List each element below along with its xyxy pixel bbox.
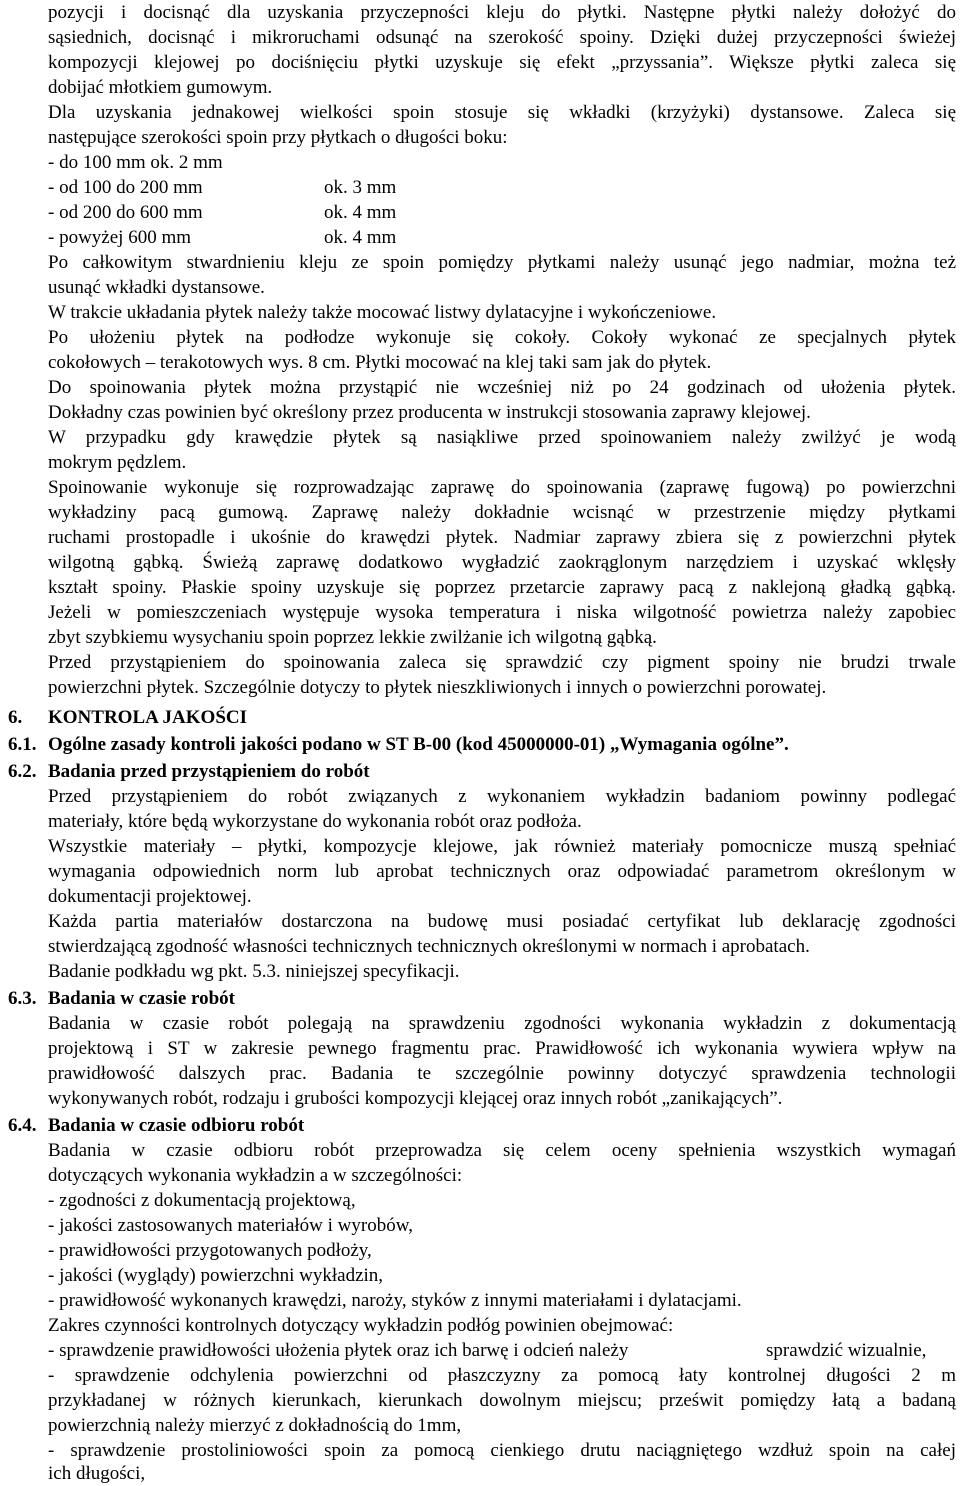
text-line: dotyczących wykonania wykładzin a w szczególności: [48, 1165, 463, 1186]
list-item: - jakości zastosowanych materiałów i wyrobów, [48, 1215, 413, 1236]
text-line: kształt spoiny. Płaskie spoiny uzyskuje się poprzez przetarcie zaprawy pacą z naklejoną gładką gąbką. [48, 577, 956, 598]
section-number: 6.2. [8, 761, 37, 782]
list-item: - sprawdzenie prawidłowości ułożenia płytek oraz ich barwę i odcień należy [48, 1340, 629, 1361]
text-line: prawidłowość dalszych prac. Badania te szczególnie powinny dotyczyć sprawdzenia technologii [48, 1063, 956, 1084]
spacing-item: - powyżej 600 mm [48, 227, 192, 248]
text-line: projektową i ST w zakresie pewnego fragmentu prac. Prawidłowość ich wykonania wywiera wpływ na [48, 1038, 956, 1059]
section-heading: Badania w czasie robót [48, 988, 236, 1009]
list-item: - prawidłowość wykonanych krawędzi, naroży, styków z innymi materiałami i dylatacjami. [48, 1290, 742, 1311]
text-line: Jeżeli w pomieszczeniach występuje wysoka temperatura i niska wilgotność powietrza należy zapobiec [48, 602, 956, 623]
text-line: zbyt szybkiemu wysychaniu spoin poprzez lekkie zwilżanie ich wilgotną gąbką. [48, 627, 657, 648]
text-line: ich długości, [48, 1463, 146, 1484]
text-line: usunąć wkładki dystansowe. [48, 277, 265, 298]
text-line: Przed przystąpieniem do robót związanych z wykonaniem wykładzin badaniom powinny podlegać [48, 786, 956, 807]
list-item: - prawidłowości przygotowanych podłoży, [48, 1240, 372, 1261]
text-line: powierzchnią należy mierzyć z dokładnością do 1mm, [48, 1415, 462, 1436]
text-line: Przed przystąpieniem do spoinowania zaleca się sprawdzić czy pigment spoiny nie brudzi trwale [48, 652, 956, 673]
section-heading: Ogólne zasady kontroli jakości podano w ST B-00 (kod 45000000-01) „Wymagania ogólne”. [48, 734, 789, 755]
text-line: ruchami prostopadle i ukośnie do krawędzi płytek. Nadmiar zaprawy zbiera się z powierzchni płytek [48, 527, 956, 548]
text-line: Dokładny czas powinien być określony przez producenta w instrukcji stosowania zaprawy klejowej. [48, 402, 811, 423]
text-line: Po całkowitym stwardnieniu kleju ze spoin pomiędzy płytkami należy usunąć jego nadmiar, można też [48, 252, 956, 273]
spacing-item: - od 200 do 600 mm [48, 202, 203, 223]
text-line: Zakres czynności kontrolnych dotyczący wykładzin podłóg powinien obejmować: [48, 1315, 674, 1336]
list-item: - sprawdzenie odchylenia powierzchni od płaszczyzny za pomocą łaty kontrolnej długości 2 m [48, 1365, 956, 1386]
text-line: Spoinowanie wykonuje się rozprowadzając zaprawę do spoinowania (zaprawę fugową) po powierzchni [48, 477, 956, 498]
text-line: Dla uzyskania jednakowej wielkości spoin stosuje się wkładki (krzyżyki) dystansowe. Zaleca się [48, 102, 956, 123]
section-number: 6.1. [8, 734, 37, 755]
list-item: - sprawdzenie prostoliniowości spoin za pomocą cienkiego drutu naciągniętego wzdłuż spoin na całej [48, 1440, 956, 1461]
text-line: pozycji i docisnąć dla uzyskania przyczepności kleju do płytki. Następne płytki należy dołożyć do [48, 2, 956, 23]
text-line: Każda partia materiałów dostarczona na budowę musi posiadać certyfikat lub deklarację zgodności [48, 911, 956, 932]
text-line: dobijać młotkiem gumowym. [48, 77, 273, 98]
spacing-value: ok. 4 mm [324, 227, 397, 248]
text-line: W trakcie układania płytek należy także mocować listwy dylatacyjne i wykończeniowe. [48, 302, 717, 323]
text-line: wykładziny pacą gumową. Zaprawę należy dokładnie wcisnąć w przestrzenie między płytkami [48, 502, 956, 523]
section-number: 6.4. [8, 1115, 37, 1136]
text-line: materiały, które będą wykorzystane do wykonania robót oraz podłoża. [48, 811, 582, 832]
text-line: powierzchni płytek. Szczególnie dotyczy to płytek nieszkliwionych i innych o powierzchni porowatej. [48, 677, 827, 698]
spacing-item: - do 100 mm ok. 2 mm [48, 152, 223, 173]
section-number: 6. [8, 707, 23, 728]
spacing-value: ok. 3 mm [324, 177, 397, 198]
text-line: cokołowych – terakotowych wys. 8 cm. Płytki mocować na klej taki sam jak do płytek. [48, 352, 712, 373]
text-line: W przypadku gdy krawędzie płytek są nasiąkliwe przed spoinowaniem należy zwilżyć je wodą [48, 427, 956, 448]
list-item: - jakości (wyglądy) powierzchni wykładzin, [48, 1265, 384, 1286]
text-line: stwierdzającą zgodność własności technicznych technicznych określonymi w normach i aprobatach. [48, 936, 810, 957]
section-heading: Badania przed przystąpieniem do robót [48, 761, 370, 782]
spacing-item: - od 100 do 200 mm [48, 177, 203, 198]
list-item-tail: sprawdzić wizualnie, [766, 1340, 927, 1361]
section-heading: Badania w czasie odbioru robót [48, 1115, 305, 1136]
text-line: Po ułożeniu płytek na podłodze wykonuje się cokoły. Cokoły wykonać ze specjalnych płytek [48, 327, 956, 348]
text-line: mokrym pędzlem. [48, 452, 187, 473]
text-line: wilgotną gąbką. Świeżą zaprawę dodatkowo wygładzić zaokrąglonym narzędziem i uzyskać wklęsły [48, 552, 956, 573]
text-line: następujące szerokości spoin przy płytkach o długości boku: [48, 127, 508, 148]
text-line: Wszystkie materiały – płytki, kompozycje klejowe, jak również materiały pomocnicze muszą spełniać [48, 836, 956, 857]
text-line: dokumentacji projektowej. [48, 886, 252, 907]
text-line: wymagania odpowiednich norm lub aprobat technicznych oraz odpowiadać parametrom określonym w [48, 861, 956, 882]
text-line: Badania w czasie odbioru robót przeprowadza się celem oceny spełnienia wszystkich wymagań [48, 1140, 956, 1161]
text-line: przykładanej w różnych kierunkach, kierunkach dowolnym miejscu; prześwit pomiędzy łatą a badaną [48, 1390, 956, 1411]
section-number: 6.3. [8, 988, 37, 1009]
text-line: Badanie podkładu wg pkt. 5.3. niniejszej specyfikacji. [48, 961, 460, 982]
list-item: - zgodności z dokumentacją projektową, [48, 1190, 356, 1211]
text-line: sąsiednich, docisnąć i mikroruchami odsunąć na szerokość spoiny. Dzięki dużej przyczepności świeżej [48, 27, 956, 48]
section-heading: KONTROLA JAKOŚCI [48, 707, 248, 728]
text-line: wykonywanych robót, rodzaju i grubości kompozycji klejącej oraz innych robót „zanikających”. [48, 1088, 783, 1109]
text-line: Badania w czasie robót polegają na sprawdzeniu zgodności wykonania wykładzin z dokumentacją [48, 1013, 956, 1034]
text-line: kompozycji klejowej po dociśnięciu płytki uzyskuje się efekt „przyssania”. Większe płytki zaleca się [48, 52, 956, 73]
text-line: Do spoinowania płytek można przystąpić nie wcześniej niż po 24 godzinach od ułożenia płytek. [48, 377, 956, 398]
spacing-value: ok. 4 mm [324, 202, 397, 223]
